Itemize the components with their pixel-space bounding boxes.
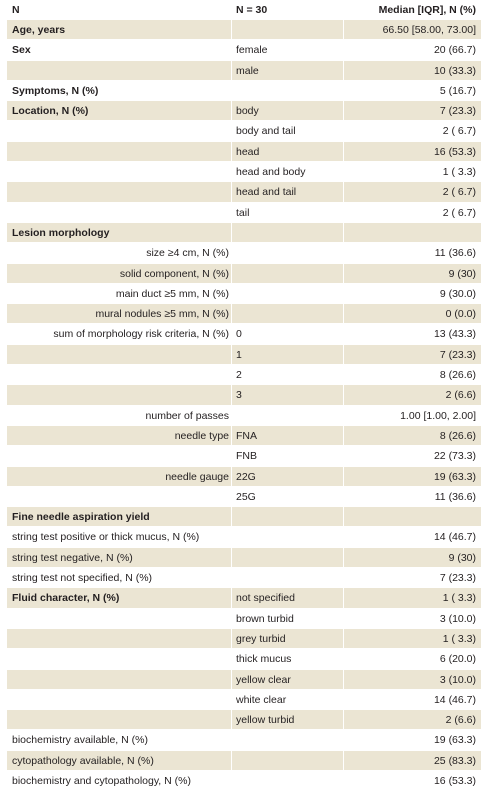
table-row bbox=[7, 20, 481, 40]
table-row bbox=[7, 142, 481, 162]
row-category: thick mucus bbox=[236, 653, 292, 666]
table-row bbox=[7, 649, 481, 669]
table-row bbox=[7, 467, 481, 487]
row-category: head and tail bbox=[236, 186, 297, 199]
row-value: 7 (23.3) bbox=[439, 105, 476, 118]
row-category: yellow clear bbox=[236, 673, 291, 686]
table-row bbox=[7, 568, 481, 588]
table-row bbox=[7, 487, 481, 507]
row-category: FNB bbox=[236, 450, 257, 463]
table-row bbox=[7, 182, 481, 202]
row-value: 19 (63.3) bbox=[433, 734, 476, 747]
row-value: 8 (26.6) bbox=[439, 369, 476, 382]
row-value: 3 (10.0) bbox=[439, 612, 476, 625]
row-value: 16 (53.3) bbox=[433, 145, 476, 158]
row-category: 1 bbox=[236, 348, 242, 361]
table-row bbox=[7, 670, 481, 690]
table-row bbox=[7, 243, 481, 263]
row-label: biochemistry and cytopathology, N (%) bbox=[12, 774, 191, 787]
table-row bbox=[7, 345, 481, 365]
row-value: 2 (6.6) bbox=[445, 714, 476, 727]
row-category: 2 bbox=[236, 369, 242, 382]
row-label: string test not specified, N (%) bbox=[12, 572, 153, 585]
row-value: 8 (26.6) bbox=[439, 429, 476, 442]
row-label: solid component, N (%) bbox=[119, 267, 229, 280]
row-value: 2 ( 6.7) bbox=[442, 186, 476, 199]
table-row bbox=[7, 121, 481, 141]
row-value: 1 ( 3.3) bbox=[442, 592, 476, 605]
row-category: 22G bbox=[236, 470, 256, 483]
table-row bbox=[7, 223, 481, 243]
row-label: biochemistry available, N (%) bbox=[12, 734, 148, 747]
table-row bbox=[7, 629, 481, 649]
table-row bbox=[7, 507, 481, 527]
row-value: 0 (0.0) bbox=[445, 308, 476, 321]
row-value: 1 ( 3.3) bbox=[442, 632, 476, 645]
table-row bbox=[7, 40, 481, 60]
row-value: 14 (46.7) bbox=[433, 693, 476, 706]
table-row bbox=[7, 324, 481, 344]
row-label: Symptoms, N (%) bbox=[12, 84, 99, 97]
table-row bbox=[7, 162, 481, 182]
row-category: tail bbox=[236, 206, 250, 219]
row-value: 14 (46.7) bbox=[433, 531, 476, 544]
row-category: grey turbid bbox=[236, 632, 286, 645]
row-label: string test negative, N (%) bbox=[12, 551, 133, 564]
row-label: main duct ≥5 mm, N (%) bbox=[115, 287, 229, 300]
row-value: 13 (43.3) bbox=[433, 328, 476, 341]
row-category: brown turbid bbox=[236, 612, 294, 625]
row-value: 20 (66.7) bbox=[433, 44, 476, 57]
table-body bbox=[7, 20, 481, 791]
row-value: 66.50 [58.00, 73.00] bbox=[382, 24, 476, 36]
table-row bbox=[7, 548, 481, 568]
row-category: body bbox=[236, 105, 259, 118]
header-cell-3: Median [IQR], N (%) bbox=[378, 4, 476, 16]
row-label: Location, N (%) bbox=[12, 105, 89, 118]
row-label: Lesion morphology bbox=[12, 226, 110, 239]
row-label: Sex bbox=[12, 44, 31, 57]
row-value: 1 ( 3.3) bbox=[442, 166, 476, 179]
row-value: 25 (83.3) bbox=[433, 754, 476, 767]
column-divider bbox=[231, 0, 232, 791]
table-row bbox=[7, 690, 481, 710]
row-category: head bbox=[236, 145, 260, 158]
table-row bbox=[7, 426, 481, 446]
table-row bbox=[7, 365, 481, 385]
header-cell-2: N = 30 bbox=[236, 4, 268, 16]
data-table bbox=[7, 0, 481, 791]
table-row bbox=[7, 203, 481, 223]
row-value: 2 ( 6.7) bbox=[442, 206, 476, 219]
row-label: string test positive or thick mucus, N (%) bbox=[12, 531, 200, 544]
table-row bbox=[7, 304, 481, 324]
row-category: yellow turbid bbox=[236, 714, 295, 727]
row-category: FNA bbox=[236, 429, 257, 442]
row-category: not specified bbox=[236, 592, 295, 605]
row-category: female bbox=[236, 44, 268, 57]
row-category: head and body bbox=[236, 166, 306, 179]
table-row bbox=[7, 406, 481, 426]
row-label: Fine needle aspiration yield bbox=[12, 511, 150, 524]
row-label: Age, years bbox=[12, 24, 66, 36]
row-value: 9 (30) bbox=[448, 551, 476, 564]
row-value: 16 (53.3) bbox=[433, 774, 476, 787]
row-label: needle type bbox=[174, 429, 229, 442]
row-value: 9 (30.0) bbox=[439, 287, 476, 300]
table-header-row bbox=[7, 0, 481, 20]
row-value: 2 ( 6.7) bbox=[442, 125, 476, 138]
row-label: needle gauge bbox=[165, 470, 229, 483]
row-value: 11 (36.6) bbox=[434, 247, 476, 260]
column-divider bbox=[343, 0, 344, 791]
row-value: 9 (30) bbox=[448, 267, 476, 280]
row-label: cytopathology available, N (%) bbox=[12, 754, 154, 767]
table-row bbox=[7, 385, 481, 405]
row-value: 10 (33.3) bbox=[433, 64, 476, 77]
row-label: size ≥4 cm, N (%) bbox=[146, 247, 229, 260]
row-category: 25G bbox=[236, 490, 256, 503]
table-row bbox=[7, 710, 481, 730]
row-label: number of passes bbox=[145, 409, 229, 422]
row-value: 6 (20.0) bbox=[439, 653, 476, 666]
table-row bbox=[7, 81, 481, 101]
row-category: male bbox=[236, 64, 259, 77]
table-row bbox=[7, 751, 481, 771]
row-label: Fluid character, N (%) bbox=[12, 592, 120, 605]
table-row bbox=[7, 730, 481, 750]
row-category: white clear bbox=[236, 693, 287, 706]
row-value: 2 (6.6) bbox=[445, 389, 476, 402]
table-row bbox=[7, 284, 481, 304]
header-cell-1: N bbox=[12, 4, 20, 16]
row-value: 7 (23.3) bbox=[439, 572, 476, 585]
row-value: 5 (16.7) bbox=[439, 84, 476, 97]
row-label: mural nodules ≥5 mm, N (%) bbox=[95, 308, 229, 321]
row-category: 3 bbox=[236, 389, 242, 402]
row-category: 0 bbox=[236, 328, 242, 341]
table-row bbox=[7, 609, 481, 629]
row-value: 1.00 [1.00, 2.00] bbox=[400, 409, 476, 422]
table-row bbox=[7, 771, 481, 791]
row-value: 7 (23.3) bbox=[439, 348, 476, 361]
table-row bbox=[7, 446, 481, 466]
table-row bbox=[7, 61, 481, 81]
row-value: 22 (73.3) bbox=[433, 450, 476, 463]
table-row bbox=[7, 527, 481, 547]
table-row bbox=[7, 588, 481, 608]
row-category: body and tail bbox=[236, 125, 296, 138]
table-row bbox=[7, 101, 481, 121]
row-value: 11 (36.6) bbox=[434, 490, 476, 503]
row-value: 3 (10.0) bbox=[439, 673, 476, 686]
row-label: sum of morphology risk criteria, N (%) bbox=[53, 328, 229, 341]
table-row bbox=[7, 264, 481, 284]
row-value: 19 (63.3) bbox=[433, 470, 476, 483]
